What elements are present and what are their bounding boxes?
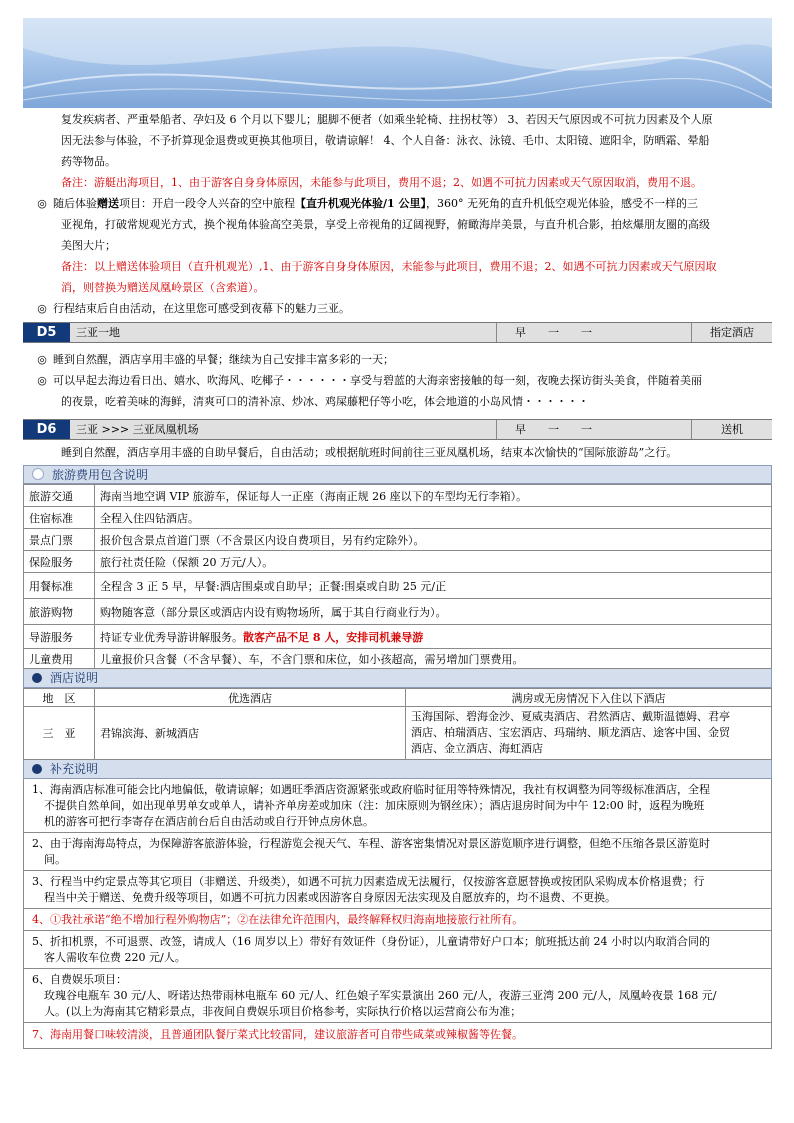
d4-end-text: 行程结束后自由活动，在这里您可感受到夜幕下的魅力三亚。: [53, 302, 350, 315]
hotel-area: 三 亚: [24, 707, 95, 760]
heli-highlight: 【直升机观光体验/1 公里】: [295, 197, 427, 210]
table-header-row: [24, 689, 772, 707]
note-line: 间。: [44, 853, 66, 866]
d5-item-2: [31, 370, 764, 391]
note-1: [24, 779, 771, 833]
note-5: [24, 931, 771, 969]
d4-heli-note-2: 消，则替换为赠送凤凰岭景区（含索道）。: [61, 281, 265, 294]
day-route: 三亚 >>> 三亚凤凰机场: [70, 420, 497, 439]
note-line: 1、海南酒店标准可能会比内地偏低，敬请谅解；如遇旺季酒店资源紧张或政府临时征用等特殊情况，我社有权调整为同等级标准酒店，全程: [32, 783, 710, 796]
d5-item-1-text: 睡到自然醒，酒店享用丰盛的早餐；继续为自己安排丰富多彩的一天；: [53, 353, 394, 366]
page: [23, 18, 772, 1049]
bullet-icon: ◎: [37, 353, 47, 366]
note-6: [24, 969, 771, 1023]
include-section-header: [23, 465, 772, 484]
table-row: [24, 529, 772, 551]
day-route: 三亚一地: [70, 323, 497, 342]
heli-text-bold: 赠送: [97, 197, 119, 210]
bullet-icon: ◎: [37, 374, 47, 387]
backup-line: 酒店、柏瑞酒店、宝宏酒店、玛瑞纳、顺龙酒店、途客中国、金贸: [411, 726, 730, 739]
d4-line-2: 因无法参与体验，不予折算现金退费或更换其他项目，敬请谅解！ 4、个人自备：泳衣、泳镜、毛巾、太阳镜、遮阳伞，防晒霜、晕船: [61, 134, 710, 147]
banner-wave-graphic: [23, 18, 772, 108]
circle-bullet-icon: [32, 468, 44, 480]
note-line: 3、行程当中约定景点等其它项目（非赠送、升级类），如遇不可抗力因素造成无法履行，仅按游客意愿替换或按团队采购成本价格退费；行: [32, 875, 705, 888]
note-3: [24, 871, 771, 909]
table-row: [24, 507, 772, 529]
row-value: 全程入住四钻酒店。: [95, 507, 772, 529]
hotel-preferred: 君锦滨海、新城酒店: [95, 707, 406, 760]
hotel-table: [23, 688, 772, 760]
d5-item-2-text: 可以早起去海边看日出、嬉水、吹海风、吃椰子・・・・・・享受与碧蓝的大海亲密接触的每一刻，夜晚去探访街头美食，伴随着美丽: [53, 374, 702, 387]
day6-header: [23, 419, 772, 440]
row-label: 旅游交通: [24, 485, 95, 507]
table-row: [24, 573, 772, 599]
d4-heli-note-1: 备注：以上赠送体验项目（直升机观光）,1、由于游客自身身体原因，未能参与此项目，费用不退；2、如遇不可抗力因素或天气原因取: [61, 260, 717, 273]
hotel-backup: [406, 707, 772, 760]
note-line: 程当中关于赠送、免费升级等项目，如遇不可抗力因素或因游客自身原因无法实现及自愿放弃的，均不退费、不更换。: [44, 891, 616, 904]
include-title: 旅游费用包含说明: [52, 468, 149, 482]
bullet-icon: ◎: [37, 197, 47, 210]
note-line: 客人需收车位费 220 元/人。: [44, 951, 186, 964]
col-header-preferred: 优选酒店: [95, 689, 406, 707]
d6-text: 睡到自然醒，酒店享用丰盛的自助早餐后，自由活动；或根据航班时间前往三亚凤凰机场，结束本次愉快的“国际旅游岛”之行。: [61, 446, 678, 459]
d4-yacht-note: 备注：游艇出海项目，1、由于游客自身身体原因，未能参与此项目，费用不退；2、如遇不可抗力因素或天气原因取消，费用不退。: [61, 176, 702, 189]
hotel-title: 酒店说明: [50, 671, 99, 685]
note-line: 6、自费娱乐项目：: [32, 973, 127, 986]
table-row: [24, 649, 772, 669]
row-value: [95, 625, 772, 649]
day6-body: [23, 440, 772, 465]
d4-line-3: 药等物品。: [61, 155, 116, 168]
circle-bullet-icon: [32, 764, 42, 774]
table-row: [24, 485, 772, 507]
guide-text: 持证专业优秀导游讲解服务。: [100, 630, 243, 644]
bullet-icon: ◎: [37, 302, 47, 315]
note-line: 4、①我社承诺“绝不增加行程外购物店”；②在法律允许范围内，最终解释权归海南地接旅行社所有。: [32, 913, 524, 926]
supp-title: 补充说明: [50, 762, 99, 776]
day4-continued: [23, 108, 772, 319]
header-banner: [23, 18, 772, 108]
heli-text-mid: 项目：开启一段令人兴奋的空中旅程: [119, 197, 295, 210]
day-hotel: 指定酒店: [710, 326, 754, 339]
note-line: 机的游客可把行李寄存在酒店前台后自由活动或自行开钟点房休息。: [44, 815, 374, 828]
note-7: [24, 1023, 771, 1048]
col-header-backup: 满房或无房情况下入住以下酒店: [406, 689, 772, 707]
row-label: 住宿标准: [24, 507, 95, 529]
note-line: 玫瑰谷电瓶车 30 元/人、呀诺达热带雨林电瓶车 60 元/人、红色娘子军实景演出 260 元/人，夜游三亚湾 200 元/人，凤凰岭夜景 168 元/: [44, 989, 717, 1002]
heli-text-pre: 随后体验: [53, 197, 97, 210]
d4-end-line: [31, 298, 764, 319]
day-meals: 早 一 一: [497, 420, 692, 439]
day5-header: [23, 322, 772, 343]
note-line: 7、海南用餐口味较清淡，且普通团队餐厅菜式比较雷同，建议旅游者可自带些咸菜或辣椒酱等佐餐。: [32, 1028, 523, 1041]
d4-heli-line-3: 美图大片；: [61, 239, 116, 252]
include-table: [23, 484, 772, 669]
note-line: 5、折扣机票，不可退票、改签，请成人（16 周岁以上）带好有效证件（身份证），儿童请带好户口本；航班抵达前 24 小时以内取消合同的: [32, 935, 710, 948]
d5-item-1: [31, 349, 764, 370]
hotel-section-header: [23, 669, 772, 688]
row-label: 旅游购物: [24, 599, 95, 625]
backup-line: 酒店、金立酒店、海虹酒店: [411, 742, 543, 755]
row-value: 购物随客意（部分景区或酒店内设有购物场所，属于其自行商业行为）。: [95, 599, 772, 625]
note-line: 人。(以上为海南其它精彩景点，非夜间自费娱乐项目价格参考，实际执行价格以运营商公布为准；: [44, 1005, 522, 1018]
backup-line: 玉海国际、碧海金沙、夏威夷酒店、君然酒店、戴斯温德姆、君亭: [411, 710, 730, 723]
row-label: 用餐标准: [24, 573, 95, 599]
table-row: [24, 599, 772, 625]
d4-heli-line: [31, 193, 764, 214]
row-label: 导游服务: [24, 625, 95, 649]
row-value: 儿童报价只含餐（不含早餐）、车，不含门票和床位，如小孩超高，需另增加门票费用。: [95, 649, 772, 669]
row-value: 报价包含景点首道门票（不含景区内设自费项目，另有约定除外）。: [95, 529, 772, 551]
col-header-area: 地 区: [24, 689, 95, 707]
d4-heli-line-2: 亚视角，打破常规观光方式，换个视角体验高空美景，享受上帝视角的辽阔视野，俯瞰海岸美景，与直升机合影，拍炫爆朋友圈的高级: [61, 218, 710, 231]
row-label: 景点门票: [24, 529, 95, 551]
d5-item-2-cont: 的夜景，吃着美味的海鲜，清爽可口的清补凉、炒冰、鸡屎藤粑仔等小吃，体会地道的小岛风情・・・・・・: [61, 395, 589, 408]
table-row: [24, 707, 772, 760]
heli-text-post: ，360° 无死角的直升机低空观光体验，感受不一样的三: [426, 197, 699, 210]
table-row: [24, 551, 772, 573]
note-2: [24, 833, 771, 871]
day-number: D5: [23, 323, 70, 342]
day-number: D6: [23, 420, 70, 439]
guide-red-note: 散客产品不足 8 人，安排司机兼导游: [243, 630, 424, 644]
day5-body: [23, 343, 772, 416]
table-row: [24, 625, 772, 649]
row-value: 旅行社责任险（保额 20 万元/人）。: [95, 551, 772, 573]
day-meals: 早 一 一: [497, 323, 692, 342]
row-value: 全程含 3 正 5 早，早餐:酒店围桌或自助早；正餐:围桌或自助 25 元/正: [95, 573, 772, 599]
row-label: 保险服务: [24, 551, 95, 573]
note-line: 不提供自然单间，如出现单男单女或单人，请补齐单房差或加床（注：加床原则为钢丝床）；酒店退房时间为中午 12:00 时，返程为晚班: [44, 799, 705, 812]
d4-line-1: 复发疾病者、严重晕船者、孕妇及 6 个月以下婴儿；腿脚不便者（如乘坐轮椅、拄拐杖等） 3、若因天气原因或不可抗力因素及个人原: [61, 113, 713, 126]
circle-bullet-icon: [32, 673, 42, 683]
supp-notes: [23, 779, 772, 1049]
row-label: 儿童费用: [24, 649, 95, 669]
note-4: [24, 909, 771, 931]
note-line: 2、由于海南海岛特点，为保障游客旅游体验，行程游览会视天气、车程、游客密集情况对景区游览顺序进行调整，但绝不压缩各景区游览时: [32, 837, 710, 850]
row-value: 海南当地空调 VIP 旅游车，保证每人一正座（海南正规 26 座以下的车型均无行李箱）。: [95, 485, 772, 507]
supp-section-header: [23, 760, 772, 779]
day-hotel: 送机: [721, 423, 743, 436]
